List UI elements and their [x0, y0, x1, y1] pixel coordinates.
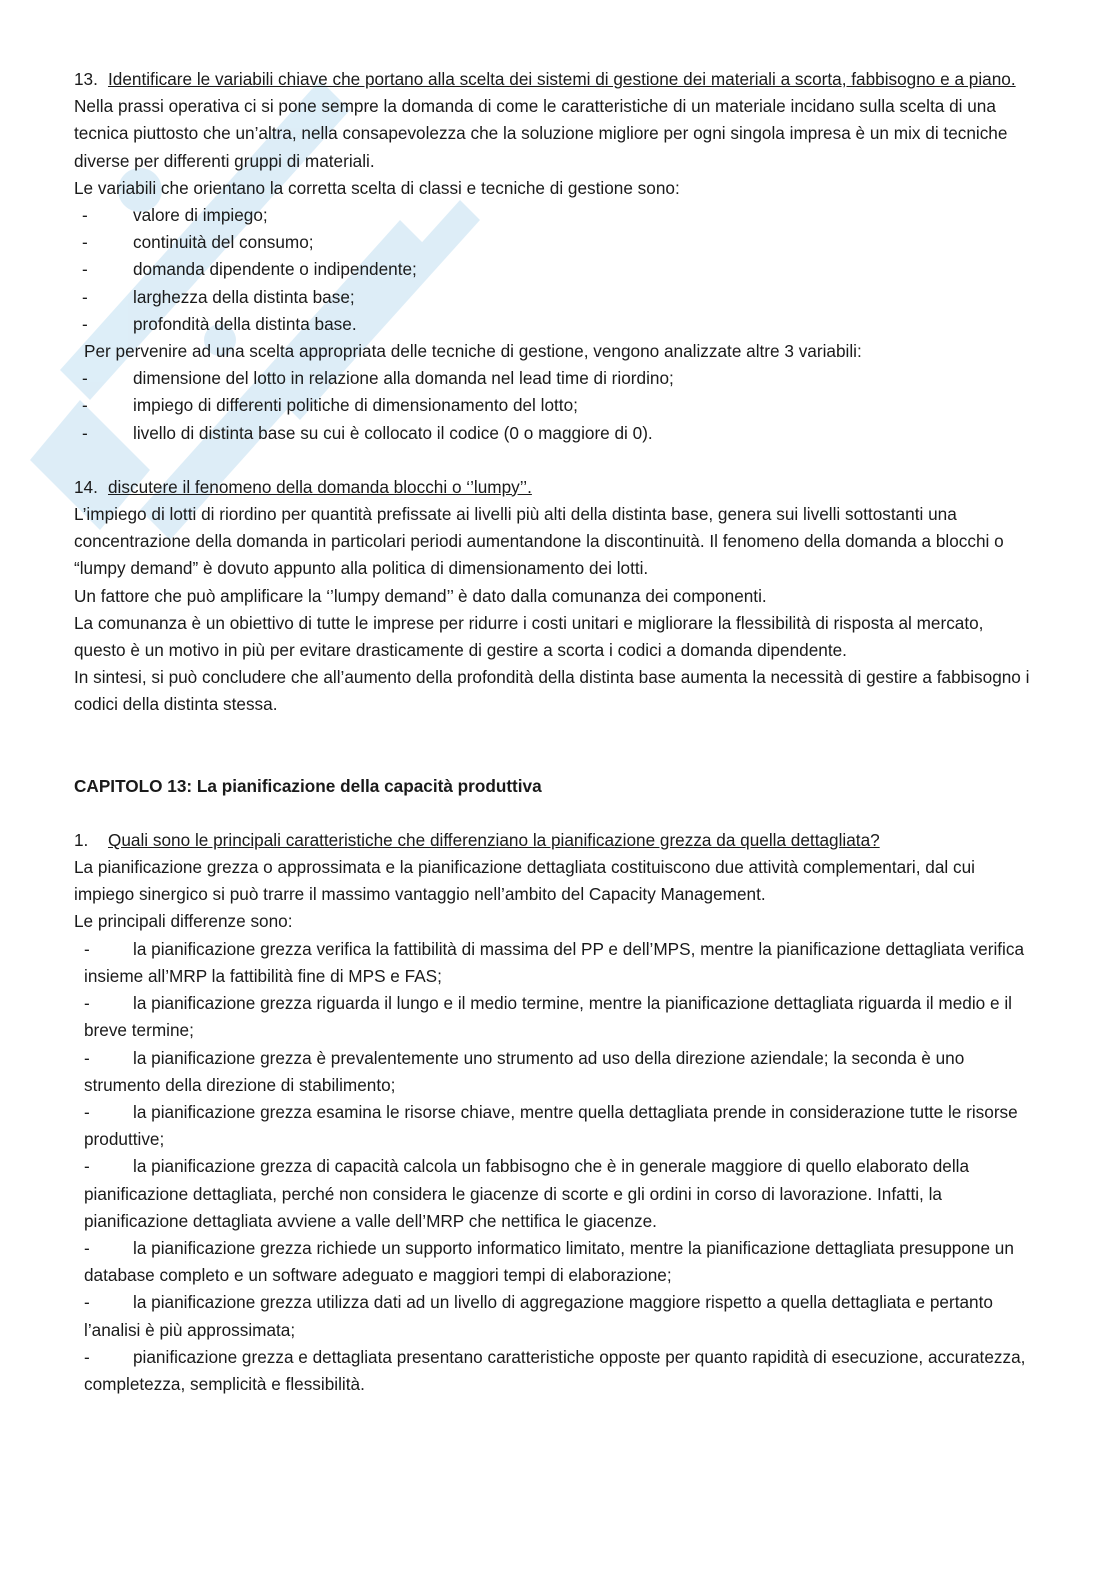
- question-number: 1.: [74, 829, 89, 850]
- paragraph: Nella prassi operativa ci si pone sempre la domanda di come le caratteristiche di un materiale incidano sulla scelta di una tecnica piuttosto che un’altra, nella consapevolezza che la soluzione migliore per ogni singola impresa è un mix di tecniche diverse per differenti gruppi di materiali.: [74, 96, 1008, 171]
- list-item: - pianificazione grezza e dettagliata presentano caratteristiche opposte per quanto rapidità di esecuzione, accuratezza, completezza, semplicità e flessibilità.: [74, 1344, 1034, 1398]
- differences-list: [74, 936, 1034, 1398]
- list-item: - la pianificazione grezza utilizza dati ad un livello di aggregazione maggiore rispetto a quella dettagliata e pertanto l’analisi è più approssimata;: [74, 1289, 1034, 1343]
- list-item: - profondità della distinta base.: [74, 311, 1034, 338]
- dash-bullet: -: [84, 1346, 90, 1367]
- paragraph: Per pervenire ad una scelta appropriata delle tecniche di gestione, vengono analizzate altre 3 variabili:: [84, 341, 862, 362]
- paragraph: In sintesi, si può concludere che all’aumento della profondità della distinta base aumenta la necessità di gestire a fabbisogno i codici della distinta stessa.: [74, 667, 1030, 715]
- paragraph: L’impiego di lotti di riordino per quantità prefissate ai livelli più alti della distinta base, genera sui livelli sottostanti una concentrazione della domanda in particolari periodi aumentandone la discontinuità. Il fenomeno della domanda a blocchi o “lumpy demand” è dovuto appunto alla politica di dimensionamento dei lotti.: [74, 504, 1004, 579]
- dash-bullet: -: [84, 1237, 90, 1258]
- list-item: - livello di distinta base su cui è collocato il codice (0 o maggiore di 0).: [74, 420, 1034, 447]
- paragraph: La comunanza è un obiettivo di tutte le imprese per ridurre i costi unitari e migliorare la flessibilità di risposta al mercato, questo è un motivo in più per evitare drasticamente di gestire a scorta i codici a domanda dipendente.: [74, 612, 984, 661]
- list-item: - domanda dipendente o indipendente;: [74, 256, 1034, 283]
- dash-bullet: -: [84, 1156, 90, 1177]
- dash-bullet: -: [82, 286, 88, 307]
- dash-bullet: -: [82, 422, 88, 443]
- dash-bullet: -: [82, 205, 88, 226]
- dash-bullet: -: [84, 938, 90, 959]
- paragraph: Un fattore che può amplificare la ‘’lumpy demand’’ è dato dalla comunanza dei componenti.: [74, 585, 767, 606]
- dash-bullet: -: [82, 232, 88, 253]
- dash-bullet: -: [84, 1047, 90, 1068]
- list-item: - la pianificazione grezza verifica la fattibilità di massima del PP e dell’MPS, mentre la pianificazione dettagliata verifica insieme all’MRP la fattibilità fine di MPS e FAS;: [74, 936, 1034, 990]
- dash-bullet: -: [82, 259, 88, 280]
- dash-bullet: -: [82, 313, 88, 334]
- list-item: - la pianificazione grezza di capacità calcola un fabbisogno che è in generale maggiore di quello elaborato della pianificazione dettagliata, perché non considera le giacenze di scorte e gli ordini in corso di lavorazione. Infatti, la pianificazione dettagliata avviene a valle dell’MRP che nettifica le giacenze.: [74, 1153, 1034, 1235]
- dash-bullet: -: [84, 1292, 90, 1313]
- list-item: - la pianificazione grezza esamina le risorse chiave, mentre quella dettagliata prende in considerazione tutte le risorse produttive;: [74, 1099, 1034, 1153]
- question-14-heading: [74, 474, 1034, 501]
- dash-bullet: -: [82, 368, 88, 389]
- chapter-title: CAPITOLO 13: La pianificazione della capacità produttiva: [74, 775, 542, 796]
- list-item: - continuità del consumo;: [74, 229, 1034, 256]
- list-item: - la pianificazione grezza riguarda il lungo e il medio termine, mentre la pianificazione dettagliata riguarda il medio e il breve termine;: [74, 990, 1034, 1044]
- variables-list: [74, 202, 1034, 338]
- chapter-question-1-heading: [74, 827, 1034, 854]
- list-item: - la pianificazione grezza è prevalentemente uno strumento ad uso della direzione aziendale; la seconda è uno strumento della direzione di stabilimento;: [74, 1045, 1034, 1099]
- list-item: - impiego di differenti politiche di dimensionamento del lotto;: [74, 392, 1034, 419]
- document-body: [74, 66, 1034, 1398]
- paragraph: Le principali differenze sono:: [74, 911, 293, 932]
- paragraph: Le variabili che orientano la corretta scelta di classi e tecniche di gestione sono:: [74, 177, 680, 198]
- list-item: - valore di impiego;: [74, 202, 1034, 229]
- list-item: - larghezza della distinta base;: [74, 284, 1034, 311]
- question-title: discutere il fenomeno della domanda blocchi o ‘’lumpy’’.: [108, 476, 532, 497]
- question-title: Identificare le variabili chiave che portano alla scelta dei sistemi di gestione dei materiali a scorta, fabbisogno e a piano.: [108, 69, 1016, 89]
- list-item: - dimensione del lotto in relazione alla domanda nel lead time di riordino;: [74, 365, 1034, 392]
- dash-bullet: -: [82, 395, 88, 416]
- paragraph: La pianificazione grezza o approssimata e la pianificazione dettagliata costituiscono due attività complementari, dal cui impiego sinergico si può trarre il massimo vantaggio nell’ambito del Capacity Management.: [74, 857, 975, 905]
- extra-variables-list: [74, 365, 1034, 447]
- question-title: Quali sono le principali caratteristiche che differenziano la pianificazione grezza da quella dettagliata?: [108, 829, 880, 850]
- list-item: - la pianificazione grezza richiede un supporto informatico limitato, mentre la pianificazione dettagliata presuppone un database completo e un software adeguato e maggiori tempi di elaborazione;: [74, 1235, 1034, 1289]
- dash-bullet: -: [84, 993, 90, 1014]
- dash-bullet: -: [84, 1101, 90, 1122]
- question-13-heading: [74, 66, 1034, 93]
- question-number: 13.: [74, 69, 98, 89]
- question-number: 14.: [74, 476, 98, 497]
